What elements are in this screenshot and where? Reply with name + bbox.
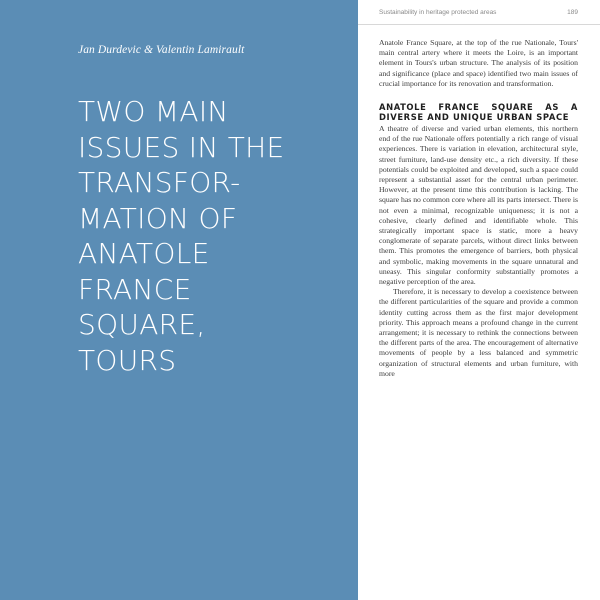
chapter-authors: Jan Durdevic & Valentin Lamirault (78, 44, 245, 56)
running-title: Sustainability in heritage protected areas (379, 9, 497, 16)
intro-paragraph: Anatole France Square, at the top of the rue Nationale, Tours' main central artery where it meets the Loire, is an important element in Tours's urban structure. The analysis of its position and significance (place and space) identified two main issues of crucial importance for its renovation and transformation. (379, 38, 578, 88)
right-page (358, 0, 600, 600)
header-divider (358, 24, 600, 25)
running-header (379, 9, 578, 16)
page-number: 189 (567, 9, 578, 16)
body-text (379, 38, 578, 379)
title-line: ANATOLE (78, 237, 210, 270)
title-line: TOURS (78, 343, 177, 377)
body-paragraph: Therefore, it is necessary to develop a coexistence between the different particularities of the square and provide a common identity cutting across them as the first major development priority. This approach means a profound change in the current arrangement; it is necessary to rethink the connections between the different parts of the area. The encouragement of alternative movements of people by a less balanced and symmetric organization of structural elements and urban furniture, with more (379, 287, 578, 378)
title-line: TRANSFOR- (78, 166, 241, 199)
chapter-title (78, 94, 358, 378)
title-line: TWO MAIN (78, 95, 229, 128)
title-line: FRANCE (78, 272, 192, 306)
body-paragraph: A theatre of diverse and varied urban elements, this northern end of the rue Nationale offers potentially a rich range of visual experiences. There is variation in elevation, architectural style, street furniture, land-use density etc., a rich diversity. If these potentials could be exploited and developed, such a space could represent a substantial asset for the central urban perimeter. However, at the present time this contribution is lacking. The square has no common core where all its parts intersect. There is not even a minimal, recognizable uniqueness; it is not a cohesive, clearly defined and identifiable whole. This strategically important space is static, more a heavy conglomerate of separate parcels, without direct links between them. This promotes the emergence of barriers, both physical and symbolic, making movements in the square unnatural and uneasy. This singular conformity substantially promotes a negative perception of the area. (379, 124, 578, 287)
title-line: MATION OF (78, 201, 238, 235)
section-heading: ANATOLE FRANCE SQUARE AS A DIVERSE AND UNIQUE URBAN SPACE (379, 102, 578, 123)
title-line: ISSUES IN THE (78, 130, 285, 164)
title-line: SQUARE, (78, 308, 206, 341)
